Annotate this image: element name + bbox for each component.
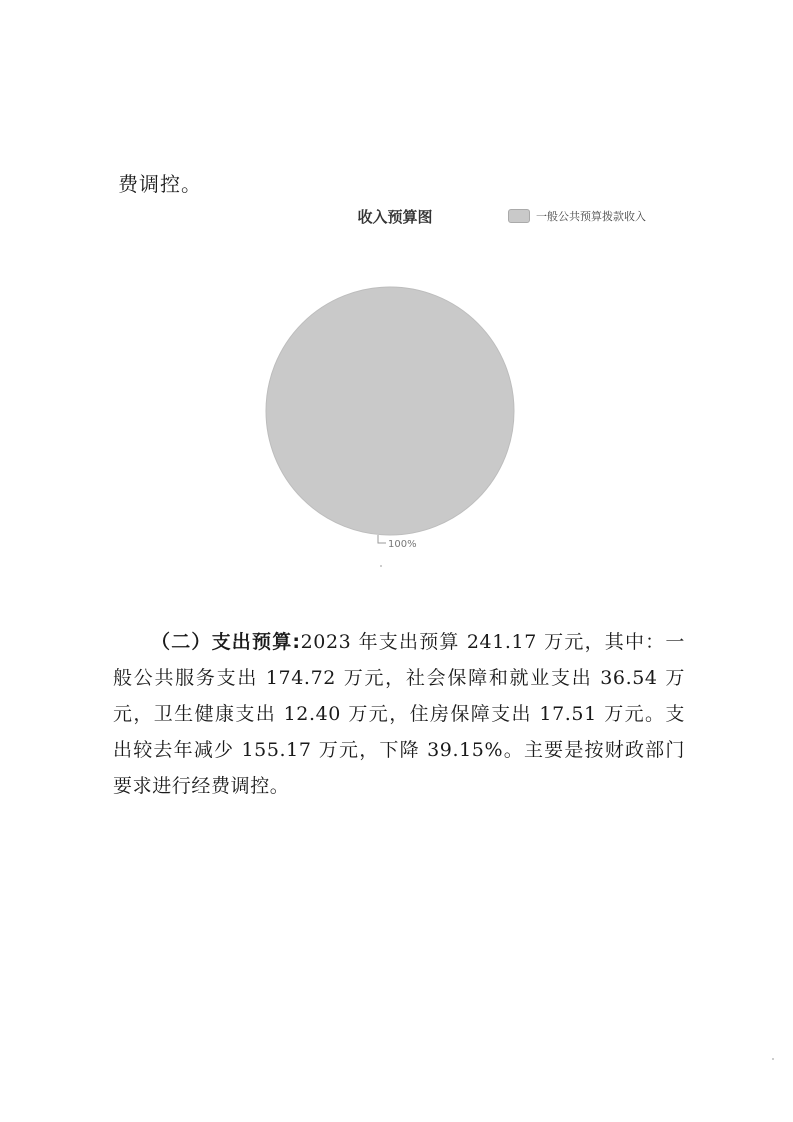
legend-swatch xyxy=(508,209,530,223)
scan-speck xyxy=(772,1058,774,1060)
pie-plot xyxy=(255,275,525,575)
section-heading: （二）支出预算: xyxy=(151,631,301,653)
chart-legend xyxy=(508,208,646,224)
chart-title: 收入预算图 xyxy=(357,208,433,226)
pie-data-label-0: 100% xyxy=(388,539,417,550)
pie-leader-line-0 xyxy=(378,535,386,543)
section-body-text: 2023 年支出预算 241.17 万元，其中：一般公共服务支出 174.72 万元，社会保障和就业支出 36.54 万元，卫生健康支出 12.40 万元，住房保障支出 17.51 万元。支出较去年减少 155.17 万元，下降 39.15%。主要是按财政部门要求进行经费调控。 xyxy=(113,631,685,797)
pie-data-labels xyxy=(378,535,417,550)
paragraph-fragment: 费调控。 xyxy=(118,172,202,196)
expenditure-budget-paragraph xyxy=(113,624,685,804)
scan-speck xyxy=(380,565,382,567)
legend-label: 一般公共预算拨款收入 xyxy=(536,210,646,223)
pie-slice-0 xyxy=(266,287,514,535)
pie-slices xyxy=(266,287,514,535)
